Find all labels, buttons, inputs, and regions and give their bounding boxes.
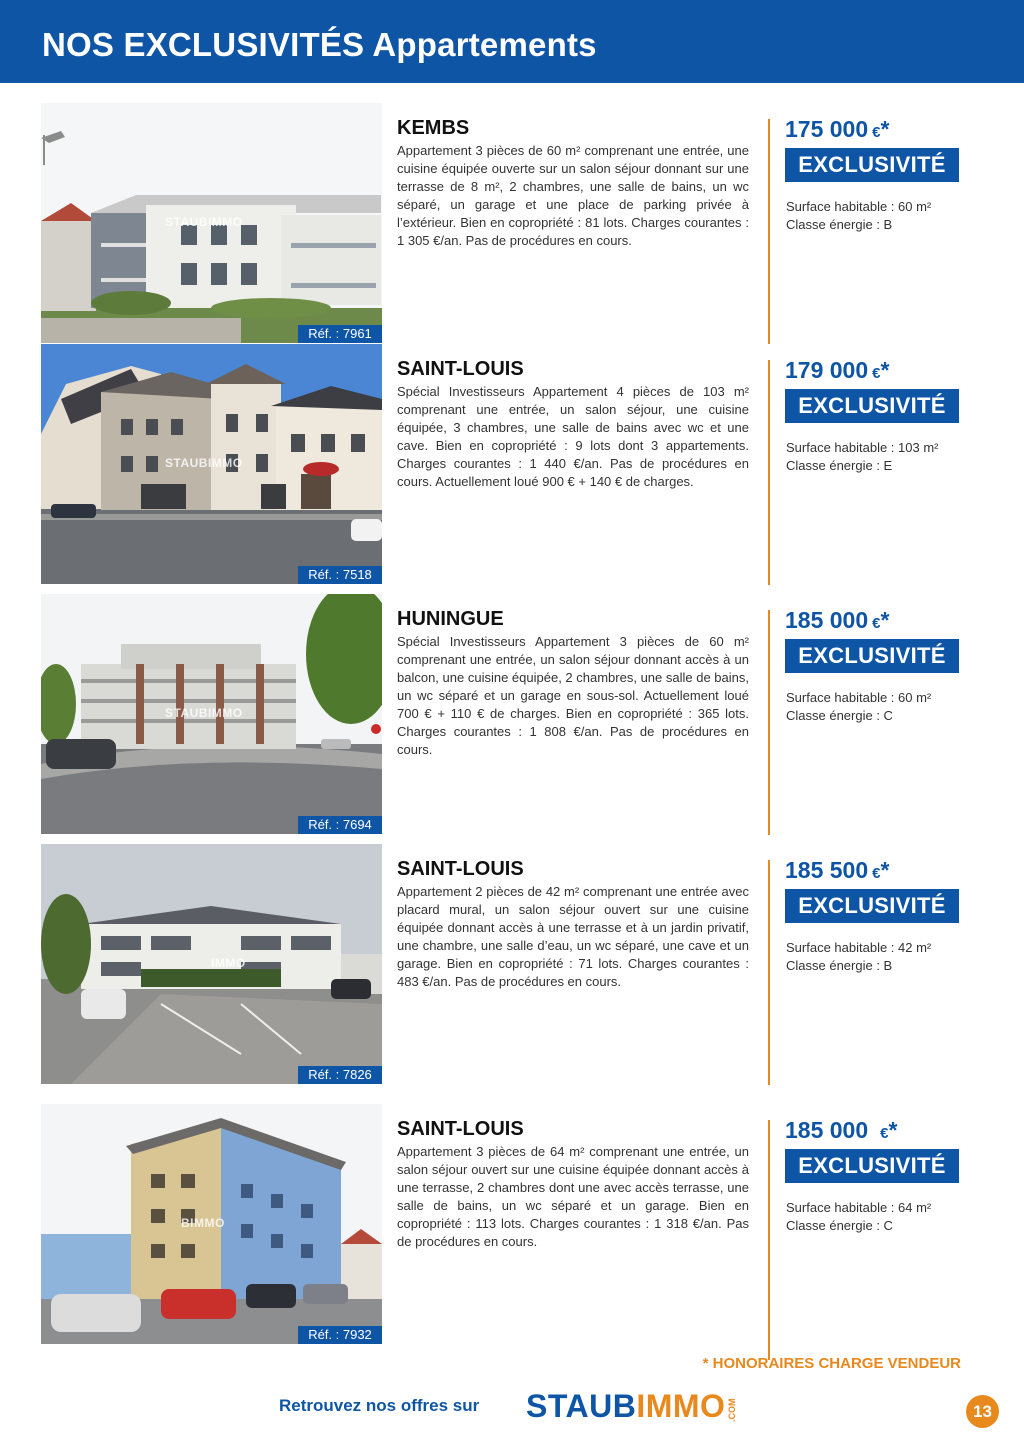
honoraires-note: * HONORAIRES CHARGE VENDEUR xyxy=(702,1355,961,1372)
reference-label: Réf. : 7694 xyxy=(298,816,382,834)
property-photo[interactable] xyxy=(41,1104,382,1344)
listing-description: Appartement 3 pièces de 60 m² comprenant une entrée, une cuisine équipée ouverte sur un salon séjour donnant sur une terrasse de 8 m², 2 chambres, une salle de bains, un wc séparé, un garage et une place de parking privée à l’extérieur. Bien en copropriété : 81 lots. Charges courantes : 1 305 €/an. Pas de procédures en cours. xyxy=(397,143,749,248)
divider-line xyxy=(768,610,770,835)
surface-habitable: Surface habitable : 60 m² xyxy=(786,690,932,705)
reference-label: Réf. : 7932 xyxy=(298,1326,382,1344)
photo-watermark: STAUBIMMO xyxy=(165,215,243,229)
reference-label: Réf. : 7961 xyxy=(298,325,382,343)
listing-description: Spécial Investisseurs Appartement 4 pièces de 103 m² comprenant une entrée, un salon séjour, une cuisine équipée, 3 chambres, une salle de bains avec wc et une cave. Bien en copropriété : 9 lots dont 3 appartements. Charges courantes : 1 440 €/an. Pas de procédures en cours. Actuellement loué 900 € + 140 € de charges. xyxy=(397,384,749,489)
surface-habitable: Surface habitable : 42 m² xyxy=(786,940,932,955)
photo-watermark: IMMO xyxy=(211,956,246,970)
reference-label: Réf. : 7518 xyxy=(298,566,382,584)
euro-symbol: € xyxy=(872,124,881,141)
listing-city: SAINT-LOUIS xyxy=(397,358,524,380)
property-photo[interactable] xyxy=(41,344,382,584)
listing-city: KEMBS xyxy=(397,117,470,139)
photo-watermark: STAUBIMMO xyxy=(165,456,243,470)
photo-watermark: STAUBIMMO xyxy=(165,706,243,720)
staubimmo-logo[interactable] xyxy=(526,1386,737,1426)
price-asterisk: * xyxy=(880,357,890,383)
listing-city: HUNINGUE xyxy=(397,608,504,630)
listing-card[interactable] xyxy=(0,594,1024,834)
listing-city: SAINT-LOUIS xyxy=(397,1118,524,1140)
listing-price xyxy=(785,607,889,634)
price-asterisk: * xyxy=(880,116,890,142)
divider-line xyxy=(768,360,770,585)
listing-price xyxy=(785,857,889,884)
price-asterisk: * xyxy=(880,857,890,883)
listing-price xyxy=(785,1117,897,1144)
divider-line xyxy=(768,860,770,1085)
footer-offers-text: Retrouvez nos offres sur xyxy=(279,1396,480,1415)
price-value: 185 000 xyxy=(785,1117,869,1143)
euro-symbol: € xyxy=(880,1125,889,1142)
listing-card[interactable] xyxy=(0,344,1024,584)
classe-energie: Classe énergie : E xyxy=(786,458,893,473)
reference-label: Réf. : 7826 xyxy=(298,1066,382,1084)
listing-price xyxy=(785,357,889,384)
listing-card[interactable] xyxy=(0,1104,1024,1344)
euro-symbol: € xyxy=(872,365,881,382)
exclusivite-badge: EXCLUSIVITÉ xyxy=(785,148,959,182)
listing-description: Spécial Investisseurs Appartement 3 pièces de 60 m² comprenant une entrée, un salon séjour donnant accès à un balcon, une cuisine équipée, 2 chambres, une salle de bains, un wc séparé et un garage en sous-sol. Actuellement loué 700 € + 110 € de charges. Bien en copropriété : 365 lots. Charges courantes : 1 808 €/an. Pas de procédures en cours. xyxy=(397,634,749,757)
exclusivite-badge: EXCLUSIVITÉ xyxy=(785,639,959,673)
classe-energie: Classe énergie : B xyxy=(786,958,893,973)
property-photo[interactable] xyxy=(41,594,382,834)
page-title: NOS EXCLUSIVITÉS Appartements xyxy=(42,26,597,63)
logo-wordmark xyxy=(526,1386,725,1426)
logo-immo: IMMO xyxy=(636,1388,726,1424)
divider-line xyxy=(768,119,770,344)
page-number-badge: 13 xyxy=(966,1395,999,1428)
surface-habitable: Surface habitable : 64 m² xyxy=(786,1200,932,1215)
logo-com: .COM xyxy=(727,1398,738,1422)
exclusivite-badge: EXCLUSIVITÉ xyxy=(785,389,959,423)
property-photo[interactable] xyxy=(41,103,382,343)
price-value: 175 000 xyxy=(785,116,869,142)
listing-description: Appartement 2 pièces de 42 m² comprenant une entrée avec placard mural, un salon séjour ouvert sur une cuisine équipée donnant accès à une terrasse et à un jardin privatif, une chambre, une salle d’eau, un wc séparé, une cave et un garage. Bien en copropriété : 71 lots. Charges courantes : 483 €/an. Pas de procédures en cours. xyxy=(397,884,749,989)
euro-symbol: € xyxy=(872,865,881,882)
surface-habitable: Surface habitable : 60 m² xyxy=(786,199,932,214)
classe-energie: Classe énergie : C xyxy=(786,708,893,723)
price-value: 185 000 xyxy=(785,607,869,633)
listing-city: SAINT-LOUIS xyxy=(397,858,524,880)
listing-price xyxy=(785,116,889,143)
listing-description: Appartement 3 pièces de 64 m² comprenant une entrée, un salon séjour ouvert sur une cuisine équipée donnant accès à une terrasse, 2 chambres dont une avec accès terrasse, une salle de bains, un wc séparé et un garage. Bien en copropriété : 113 lots. Charges courantes : 1 318 €/an. Pas de procédures en cours. xyxy=(397,1144,749,1249)
euro-symbol: € xyxy=(872,615,881,632)
exclusivite-badge: EXCLUSIVITÉ xyxy=(785,889,959,923)
price-asterisk: * xyxy=(880,607,890,633)
divider-line xyxy=(768,1120,770,1360)
listing-card[interactable] xyxy=(0,103,1024,343)
listing-card[interactable] xyxy=(0,844,1024,1084)
photo-watermark: BIMMO xyxy=(181,1216,225,1230)
exclusivite-badge: EXCLUSIVITÉ xyxy=(785,1149,959,1183)
property-photo[interactable] xyxy=(41,844,382,1084)
classe-energie: Classe énergie : B xyxy=(786,217,893,232)
classe-energie: Classe énergie : C xyxy=(786,1218,893,1233)
price-value: 179 000 xyxy=(785,357,869,383)
surface-habitable: Surface habitable : 103 m² xyxy=(786,440,939,455)
logo-staub: STAUB xyxy=(526,1388,637,1424)
price-value: 185 500 xyxy=(785,857,869,883)
page-header xyxy=(0,0,1024,83)
price-asterisk: * xyxy=(888,1117,898,1143)
